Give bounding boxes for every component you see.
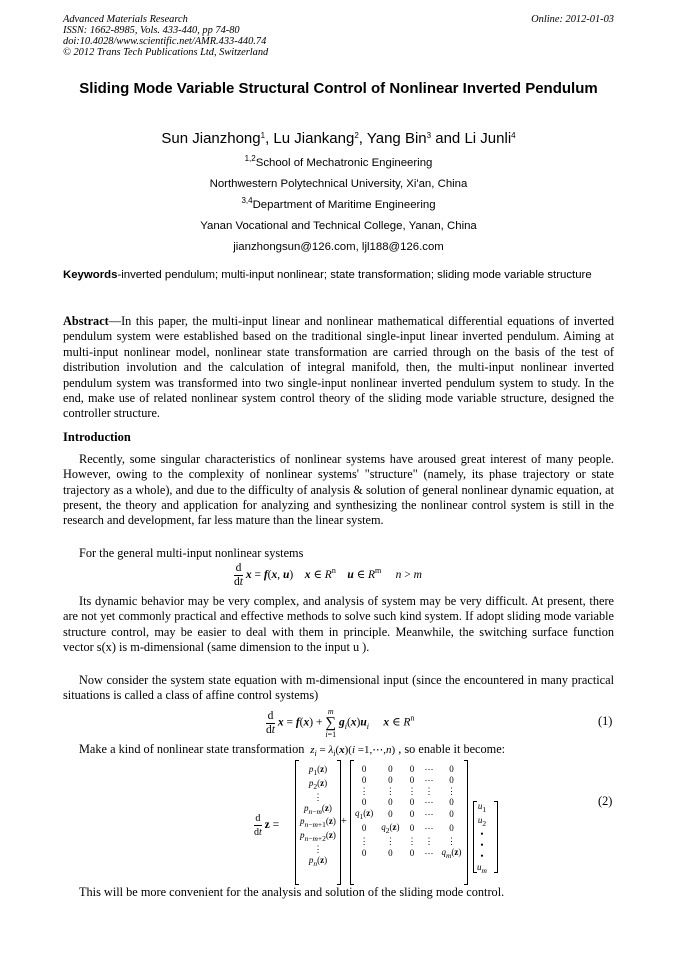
- journal-name: Advanced Materials Research: [63, 14, 188, 25]
- bracket-right: [494, 801, 498, 873]
- equation-general-system: $\frac{d}{dt}$ x = f(x, u) x ∈ $R^n$ u ∈ $R^m$ n > m: [234, 562, 422, 588]
- vector-u: $u_1$ $u_2$ • • • $u_m$: [477, 801, 487, 875]
- matrix-p: $p_1(z)$ $p_2(z)$ ⋮ $p_{n-m}(z)$ $p_{n-m+1}(z)$ $p_{n-m+2}(z)$ ⋮ $p_n(z)$: [300, 764, 336, 868]
- intro-paragraph-1: Recently, some singular characteristics of nonlinear systems have aroused great interest of many people. However, owing to the complexity of nonlinear systems' "structure" (namely, its phase trajectory or state trajectory as a whole), and due to the difficulty of analysis & solution of general nonlinear dynamic equation, at present, the theory and application for analyzing and synthesizing the nonlinear control system is still in the research and development, far less mature than the linear system.: [63, 452, 614, 528]
- author-separator: ,: [358, 130, 367, 147]
- section-heading: Introduction: [63, 430, 131, 444]
- copyright-line: © 2012 Trans Tech Publications Ltd, Switzerland: [63, 47, 269, 58]
- author-emails[interactable]: jianzhongsun@126.com, ljl188@126.com: [233, 241, 444, 253]
- author-name: Yang Bin: [366, 130, 427, 147]
- matrix-q: 0 0 0 ⋯ 0 0 0 0 ⋯ 0 ⋮ ⋮ ⋮ ⋮ ⋮ 0 0 0 ⋯ 0 $q_1(z)$ 0 0 ⋯ 0 0 $q_2(z)$ 0 ⋯ 0 ⋮ ⋮ ⋮ ⋮ ⋮ 0 0 0 ⋯ $q_m(z)$: [355, 764, 462, 860]
- paragraph-5-lead: Make a kind of nonlinear state transformation: [79, 742, 305, 756]
- affiliation-text: Department of Maritime Engineering: [252, 199, 436, 211]
- author-sup: 1: [260, 131, 266, 140]
- online-date: Online: 2012-01-03: [531, 14, 614, 25]
- author-separator: ,: [265, 130, 274, 147]
- page-header: [63, 14, 614, 58]
- keywords: [63, 268, 614, 282]
- plus-sign: +: [341, 816, 347, 827]
- issn-line: ISSN: 1662-8985, Vols. 433-440, pp 74-80: [63, 25, 240, 36]
- equation-2-lhs: $\frac{d}{dt}$ z =: [254, 813, 280, 838]
- author-sup: 3: [426, 131, 432, 140]
- author-separator: and: [431, 130, 465, 147]
- affiliation-2: Northwestern Polytechnical University, Xi'an, China: [209, 178, 468, 190]
- keywords-label: Keywords: [63, 269, 118, 281]
- affiliation-3: [63, 196, 614, 211]
- intro-paragraph-5: Make a kind of nonlinear state transformation $z_i = \lambda_i(x)(i$ =1,⋯,n) , so enable it become:: [79, 742, 506, 759]
- intro-paragraph-3: Its dynamic behavior may be very complex, and analysis of system may be very difficult. At present, there are not yet commonly practical and effective methods to solve such kind system. If adopt sliding mode variable structure control, may be easier to deal with them in principle. Meanwhile, the switching surface function vector s(x) is m-dimensional (same dimension to the input u ).: [63, 594, 614, 654]
- doi-link[interactable]: doi:10.4028/www.scientific.net/AMR.433-440.74: [63, 36, 267, 47]
- equation-number-1: (1): [598, 714, 613, 728]
- affiliation-text: School of Mechatronic Engineering: [255, 157, 433, 169]
- author-sup: 4: [511, 131, 516, 140]
- abstract: [63, 314, 614, 422]
- author-name: Li Junli: [464, 130, 512, 147]
- author-name: Sun Jianzhong: [161, 130, 261, 147]
- affiliation-sup: 1,2: [244, 154, 256, 163]
- equation-number-2: (2): [598, 794, 613, 808]
- abstract-text: —In this paper, the multi-input linear and nonlinear mathematical differential equations of inverted pendulum system were established based on the traditional single-input linear inverted pendulum. Aiming at multi-input nonlinear model, nonlinear state transformation are carried through on the basis of the test of distribution involution and the calculation of integral manifold, then, the multi-input nonlinear inverted pendulum system was transformed into two single-input nonlinear inverted pendulum system to study. In the end, make use of related nonlinear system control theory of the sliding mode variable structure, designed the controller structure.: [63, 314, 614, 421]
- affiliation-sup: 3,4: [241, 196, 253, 205]
- intro-paragraph-2: For the general multi-input nonlinear systems: [79, 546, 304, 560]
- affiliation-1: [63, 154, 614, 169]
- affiliation-4: Yanan Vocational and Technical College, Yanan, China: [200, 220, 477, 232]
- paper-title: Sliding Mode Variable Structural Control of Nonlinear Inverted Pendulum: [79, 80, 598, 97]
- intro-paragraph-4: Now consider the system state equation with m-dimensional input (since the encountered in many practical situations is called a class of affine control systems): [63, 673, 614, 703]
- paragraph-5-tail: , so enable it become:: [398, 742, 506, 756]
- author-sup: 2: [354, 131, 359, 140]
- abstract-label: Abstract: [63, 314, 109, 328]
- intro-paragraph-6: This will be more convenient for the analysis and solution of the sliding mode control.: [79, 885, 505, 899]
- keywords-text: -inverted pendulum; multi-input nonlinear; state transformation; sliding mode variable structure: [117, 269, 592, 281]
- author-name: Lu Jiankang: [273, 130, 355, 147]
- equation-1: $\frac{d}{dt}$ x = f(x) + m ∑ i=1 $g_i(x)u_i$ x ∈ $R^n$: [266, 707, 415, 739]
- author-list: [63, 130, 614, 147]
